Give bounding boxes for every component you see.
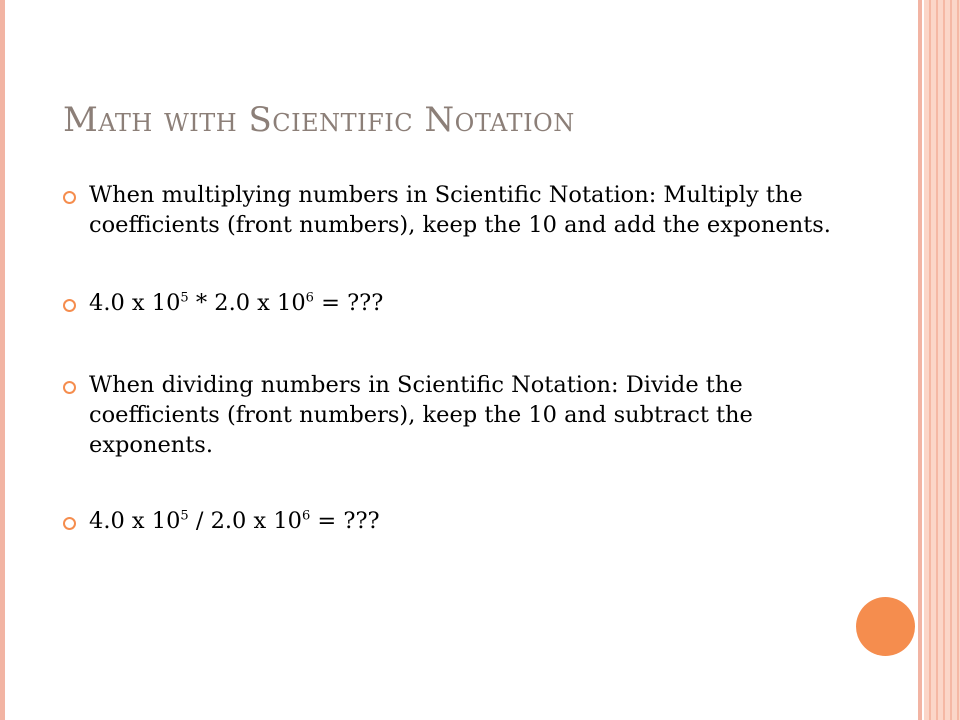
formula-b-exponent: 6 [301,508,311,524]
formula-a-exponent: 5 [180,508,189,524]
slide-title: Math with Scientific Notation [63,100,575,140]
formula-b-exponent: 6 [305,290,314,306]
formula-b-coefficient: 2.0 x 10 [214,290,306,316]
bullet-text: When dividing numbers in Scientific Notation: Divide the coefficients (front numbers), keep the 10 and subtract the exponents. [89,372,753,458]
bullet-division-example [63,506,843,536]
right-border [918,0,922,720]
bullet-text: When multiplying numbers in Scientific Notation: Multiply the coefficients (front numbers), keep the 10 and add the exponents. [89,182,831,238]
bullet-ring-icon [63,299,76,312]
formula-a-coefficient: 4.0 x 10 [89,290,181,316]
formula-operator: * [188,290,215,316]
bullet-ring-icon [63,191,76,204]
formula-result: = ??? [310,508,380,534]
formula-a-exponent: 5 [180,290,189,306]
formula-a-coefficient: 4.0 x 10 [89,508,181,534]
bullet-multiplication-rule [63,180,843,240]
formula-result: = ??? [313,290,384,316]
accent-circle-icon [856,597,915,656]
bullet-multiplication-example [63,288,843,318]
formula-b-coefficient: 2.0 x 10 [210,508,302,534]
bullet-division-rule [63,370,843,460]
bullet-ring-icon [63,517,76,530]
bullet-ring-icon [63,381,76,394]
bullet-list [63,180,843,588]
decorative-stripes [924,0,960,720]
left-border [0,0,5,720]
formula-operator: / [188,508,211,534]
